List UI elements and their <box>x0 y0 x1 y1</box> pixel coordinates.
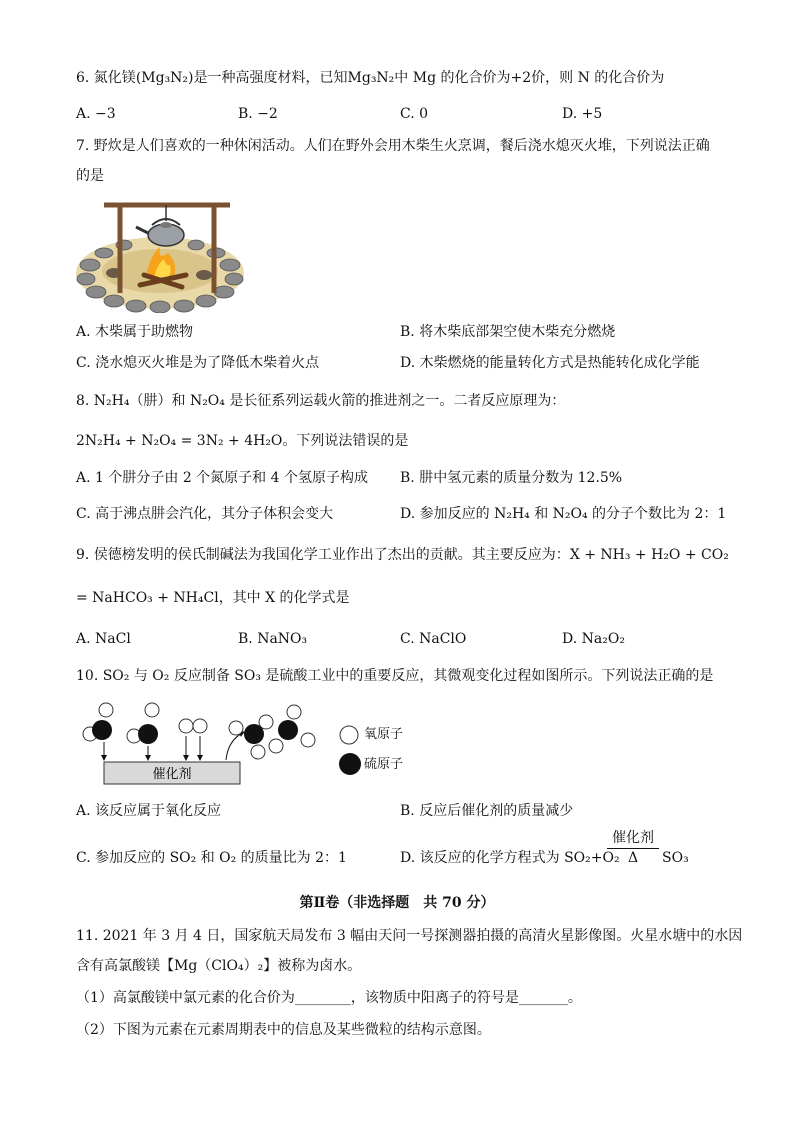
q11-line-1: 11. 2021 年 3 月 4 日，国家航天局发布 3 幅由天问一号探测器拍摄的高清火星影像图。火星水塘中的水因 <box>76 928 743 944</box>
q8-equation: 2N₂H₄ + N₂O₄ = 3N₂ + 4H₂O <box>76 433 283 449</box>
campfire-illustration <box>74 195 246 313</box>
reaction-diagram <box>76 700 416 790</box>
q9-stem-1: 9. 侯德榜发明的侯氏制碱法为我国化学工业作出了杰出的贡献。其主要反应为： <box>76 547 570 563</box>
q6-stem-b: 是一种高强度材料，已知 <box>193 70 348 86</box>
q8-stem-1: 8. N₂H₄（肼）和 N₂O₄ 是长征系列运载火箭的推进剂之一。二者反应原理为： <box>76 393 566 409</box>
q9-stem-1-line <box>76 545 729 565</box>
q9-option-a: A. NaCl <box>76 631 131 647</box>
q10-option-d-text: D. 该反应的化学方程式为 SO₂+O₂ <box>400 850 620 866</box>
q6-formula: (Mg₃N₂) <box>135 70 194 86</box>
q9-eq-1: X + NH₃ + H₂O + CO₂ <box>569 547 729 563</box>
legend-oxygen-label: 氧原子 <box>364 727 404 742</box>
q8-option-c: C. 高于沸点肼会汽化，其分子体积会变大 <box>76 506 334 522</box>
q9-eq-2: = NaHCO₃ + NH₄Cl <box>76 590 219 606</box>
q11-sub-1: （1）高氯酸镁中氯元素的化合价为________，该物质中阳离子的符号是_______。 <box>76 990 582 1006</box>
legend-sulfur-atom-icon <box>338 752 362 776</box>
q10-eq-condition <box>607 830 659 867</box>
q10-eq-condition-bottom: Δ <box>627 850 639 866</box>
q7-option-d: D. 木柴燃烧的能量转化方式是热能转化成化学能 <box>400 355 700 371</box>
q8-equation-line <box>76 431 408 451</box>
q6-stem-c: 中 Mg 的化合价为+2价，则 N 的化合价为 <box>394 70 665 86</box>
q6-stem-a: 6. 氮化镁 <box>76 70 136 86</box>
q9-option-d: D. Na₂O₂ <box>562 631 625 647</box>
q8-option-d: D. 参加反应的 N₂H₄ 和 N₂O₄ 的分子个数比为 2：1 <box>400 506 727 522</box>
catalyst-label: 催化剂 <box>152 767 192 782</box>
q6-option-a: A. −3 <box>76 106 116 122</box>
q11-sub-2: （2）下图为元素在元素周期表中的信息及某些微粒的结构示意图。 <box>76 1022 491 1038</box>
q6-option-b: B. −2 <box>238 106 278 122</box>
q8-option-a: A. 1 个肼分子由 2 个氮原子和 4 个氢原子构成 <box>76 470 368 486</box>
section-title: 第Ⅱ卷（非选择题 共 70 分） <box>299 895 495 911</box>
q9-stem-2: ，其中 X 的化学式是 <box>218 590 350 606</box>
q10-option-b: B. 反应后催化剂的质量减少 <box>400 803 574 819</box>
q10-eq-product: SO₃ <box>662 850 689 866</box>
q7-option-b: B. 将木柴底部架空使木柴充分燃烧 <box>400 324 616 340</box>
q10-eq-condition-top: 催化剂 <box>612 830 654 846</box>
q6-option-d: D. +5 <box>562 106 603 122</box>
q10-stem: 10. SO₂ 与 O₂ 反应制备 SO₃ 是硫酸工业中的重要反应，其微观变化过程如图所示。下列说法正确的是 <box>76 668 714 684</box>
q9-option-b: B. NaNO₃ <box>238 631 308 647</box>
q7-option-c: C. 浇水熄灭火堆是为了降低木柴着火点 <box>76 355 320 371</box>
q8-option-b: B. 肼中氢元素的质量分数为 12.5% <box>400 470 623 486</box>
q7-stem-2: 的是 <box>76 168 104 184</box>
q7-option-a: A. 木柴属于助燃物 <box>76 324 194 340</box>
q8-stem-2: 。下列说法错误的是 <box>282 433 409 449</box>
q10-option-a: A. 该反应属于氧化反应 <box>76 803 222 819</box>
q7-stem-1: 7. 野炊是人们喜欢的一种休闲活动。人们在野外会用木柴生火烹调，餐后浇水熄灭火堆，下列说法正确 <box>76 138 710 154</box>
q11-line-2: 含有高氯酸镁【Mg（ClO₄）₂】被称为卤水。 <box>76 958 362 974</box>
q6-option-c: C. 0 <box>400 106 429 122</box>
q6-formula2: Mg₃N₂ <box>347 70 395 86</box>
q9-stem-2-line <box>76 588 350 608</box>
legend-sulfur-label: 硫原子 <box>364 757 404 772</box>
q10-option-d <box>400 848 620 868</box>
q9-option-c: C. NaClO <box>400 631 467 647</box>
legend-oxygen-atom-icon <box>338 724 360 746</box>
q10-option-c: C. 参加反应的 SO₂ 和 O₂ 的质量比为 2：1 <box>76 850 347 866</box>
q6-stem <box>76 68 664 88</box>
